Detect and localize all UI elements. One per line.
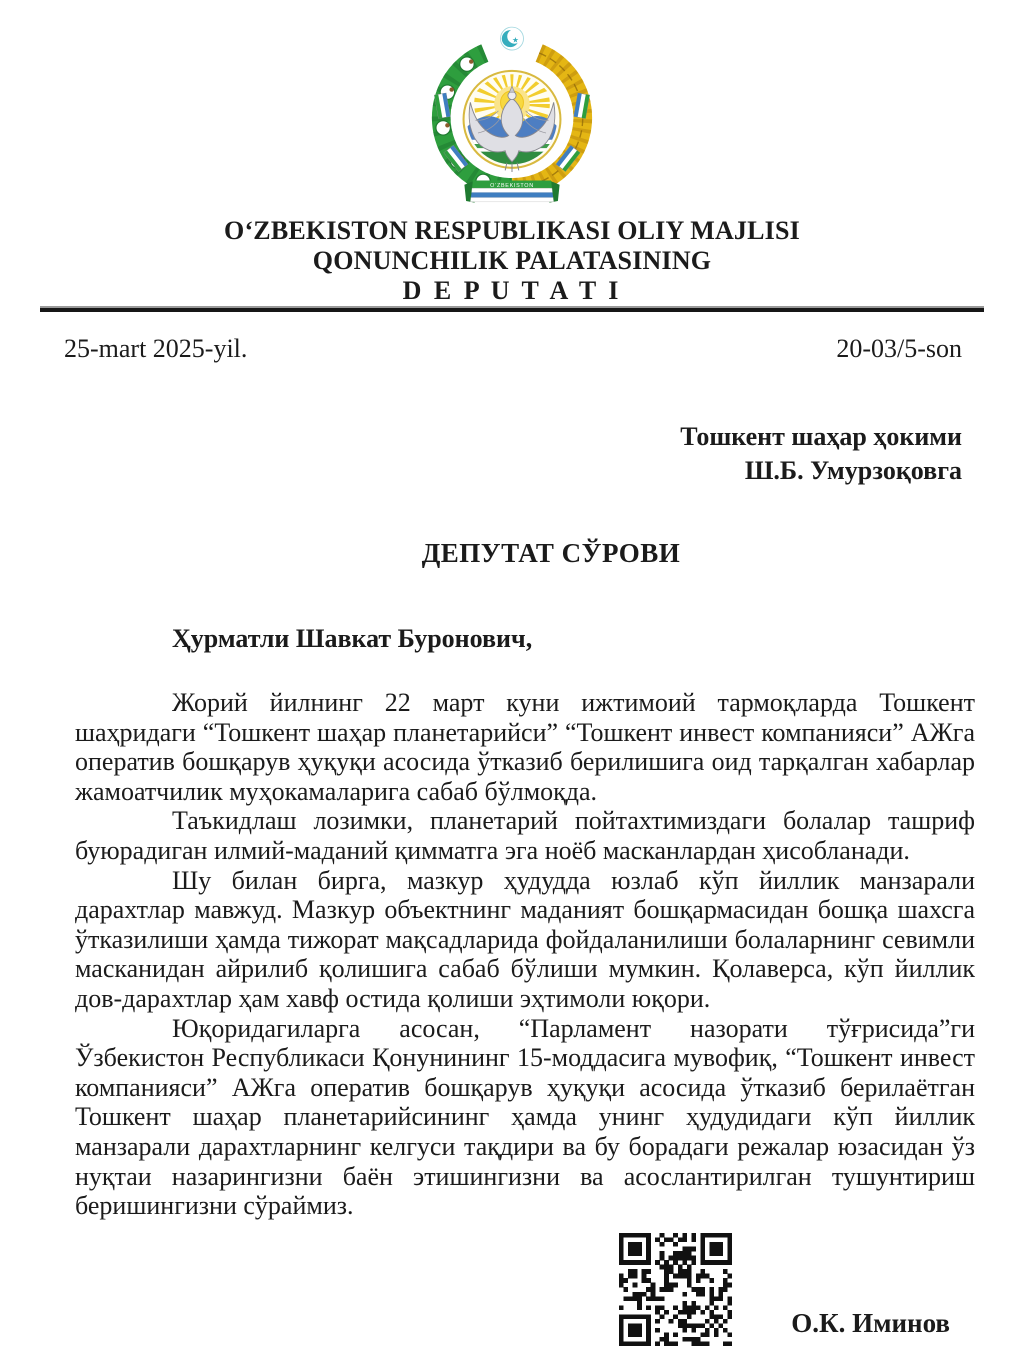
letter-date: 25-mart 2025-yil. (64, 334, 248, 363)
body-paragraph: Таъкидлаш лозимки, планетарий пойтахтимиздаги болалар ташриф буюрадиган илмий-маданий қимматга эга ноёб масканлардан ҳисобланади. (75, 806, 975, 865)
body-paragraph: Жорий йилнинг 22 март куни ижтимоий тармоқларда Тошкент шаҳридаги “Тошкент шаҳар планетарийси” “Тошкент инвест компанияси” АЖга оператив бошқарув ҳуқуқи асосида ўтказиб берилишига оид тарқалган хабарлар жамоатчилик муҳокамаларига сабаб бўлмоқда. (75, 688, 975, 806)
crescent-star-icon (501, 27, 524, 50)
meta-row (64, 334, 962, 364)
addressee-line2: Ш.Б. Умурзоқовга (744, 456, 962, 485)
qr-code (619, 1233, 732, 1346)
emblem-banner-text: O‘ZBEKISTON (490, 182, 534, 189)
org-header-line2: QONUNCHILIK PALATASINING (312, 246, 712, 275)
emblem-center-icon (461, 71, 563, 172)
body-paragraph: Юқоридагиларга асосан, “Парламент назорати тўғрисида”ги Ўзбекистон Республикаси Қонунининг 15-моддасига мувофиқ, “Тошкент инвест компанияси” АЖга оператив бошқарув ҳуқуқи асосида ўтказиб берилаётган Тошкент шаҳар планетарийсининг ҳамда унинг ҳудудидаги кўп йиллик манзарали дарахтларнинг келгуси тақдири ва бу борадаги режалар юзасидан ўз нуқтаи назарингизни баён этишингизни ва асослантирилган тушунтириш беришингизни сўраймиз. (75, 1013, 975, 1221)
header-divider (40, 306, 984, 312)
salutation: Ҳурматли Шавкат Буронович, (172, 624, 533, 653)
addressee-line1: Тошкент шаҳар ҳокими (680, 422, 962, 451)
org-header (0, 216, 1024, 306)
emblem-banner-icon (464, 181, 559, 203)
letter-number: 20-03/5-son (836, 334, 962, 363)
org-header-line3: D E P U T A T I (402, 276, 622, 305)
addressee-block (680, 420, 962, 488)
letter-body (75, 688, 975, 1221)
body-paragraph: Шу билан бирга, мазкур ҳудудда юзлаб кўп йиллик манзарали дарахтлар мавжуд. Мазкур объектнинг маданият бошқармасидан бошқа шахсга ўтказилиши ҳамда тижорат мақсадларида фойдаланилиши болаларнинг севимли масканидан айрилиб қолишига сабаб бўлиши мумкин. Қолаверса, кўп йиллик дов-дарахтлар ҳам хавф остида қолиши эҳтимоли юқори. (75, 865, 975, 1013)
org-header-line1: O‘ZBEKISTON RESPUBLIKASI OLIY MAJLISI (224, 216, 800, 245)
svg-text:★: ★ (511, 35, 519, 45)
uzbekistan-state-emblem-icon (427, 24, 597, 213)
signature-name: О.К. Иминов (791, 1308, 950, 1338)
document-title: ДЕПУТАТ СЎРОВИ (421, 538, 681, 568)
